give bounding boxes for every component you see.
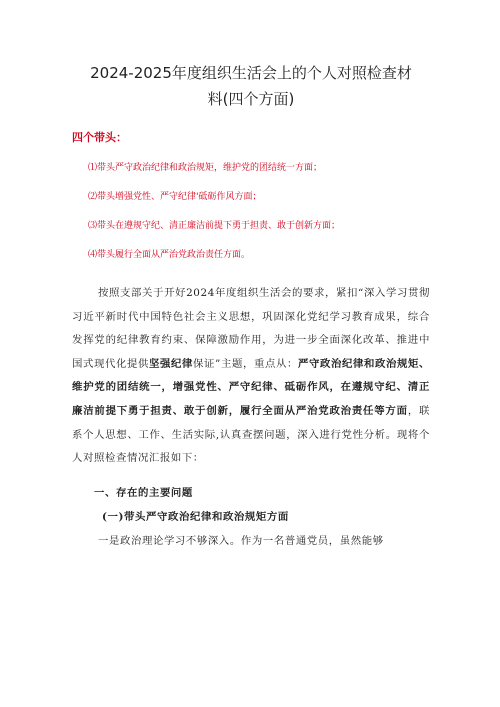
four-heads-item-4: ⑷带头履行全面从严治党政治责任方面。: [88, 250, 251, 260]
intro-bold-b: 严守政治纪律和政治规矩、维护党的团结统一，增强党性、严守纪律、砥砺作风，在遵规守纪、清正廉洁前提下勇于担责、敢于创新，履行全面从严治党政治责任等方面: [72, 357, 430, 417]
intro-text-b: 保证”主题，重点从：: [193, 357, 298, 370]
four-heads-item-3: ⑶带头在遵规守纪、清正廉洁前提下勇于担责、敢于创新方面；: [88, 221, 341, 231]
section-heading-1: 一、存在的主要问题: [94, 487, 193, 500]
four-heads-item-2: ⑵带头增强党性、严守纪律'砥砺作风方面；: [88, 192, 262, 202]
body-paragraph-text: 一是政治理论学习不够深入。作为一名普通党员，虽然能够: [98, 535, 384, 548]
title-line-2: 料(四个方面): [207, 90, 295, 108]
body-paragraph-start: [72, 529, 430, 553]
four-heads-label: 四个带头：: [72, 131, 127, 144]
intro-bold-a: 坚强纪律: [149, 357, 194, 370]
intro-text-a: 按照支部关于开好2024年度组织生活会的要求，紧扣“深入学习贯彻习近平新时代中国特色社会主义思想，巩固深化党纪学习教育成果，综合发挥党的纪律教育约束、保障激励作用，为进一步全面深化改革、推进中国式现代化提供: [72, 287, 430, 370]
four-heads-item-1: ⑴带头严守政治纪律和政治规矩，维护党的团结统一方面；: [88, 163, 323, 173]
intro-paragraph: [72, 282, 430, 471]
document-title: [72, 0, 430, 112]
intro-text-c: ，联系个人思想、工作、生活实际,认真查摆问题，深入进行党性分析。现将个人对照检查情况汇报如下：: [72, 404, 430, 465]
subsection-heading-1: (一)带头严守政治纪律和政治规矩方面: [102, 511, 289, 524]
title-line-1: 2024-2025年度组织生活会上的个人对照检查材: [90, 64, 412, 82]
